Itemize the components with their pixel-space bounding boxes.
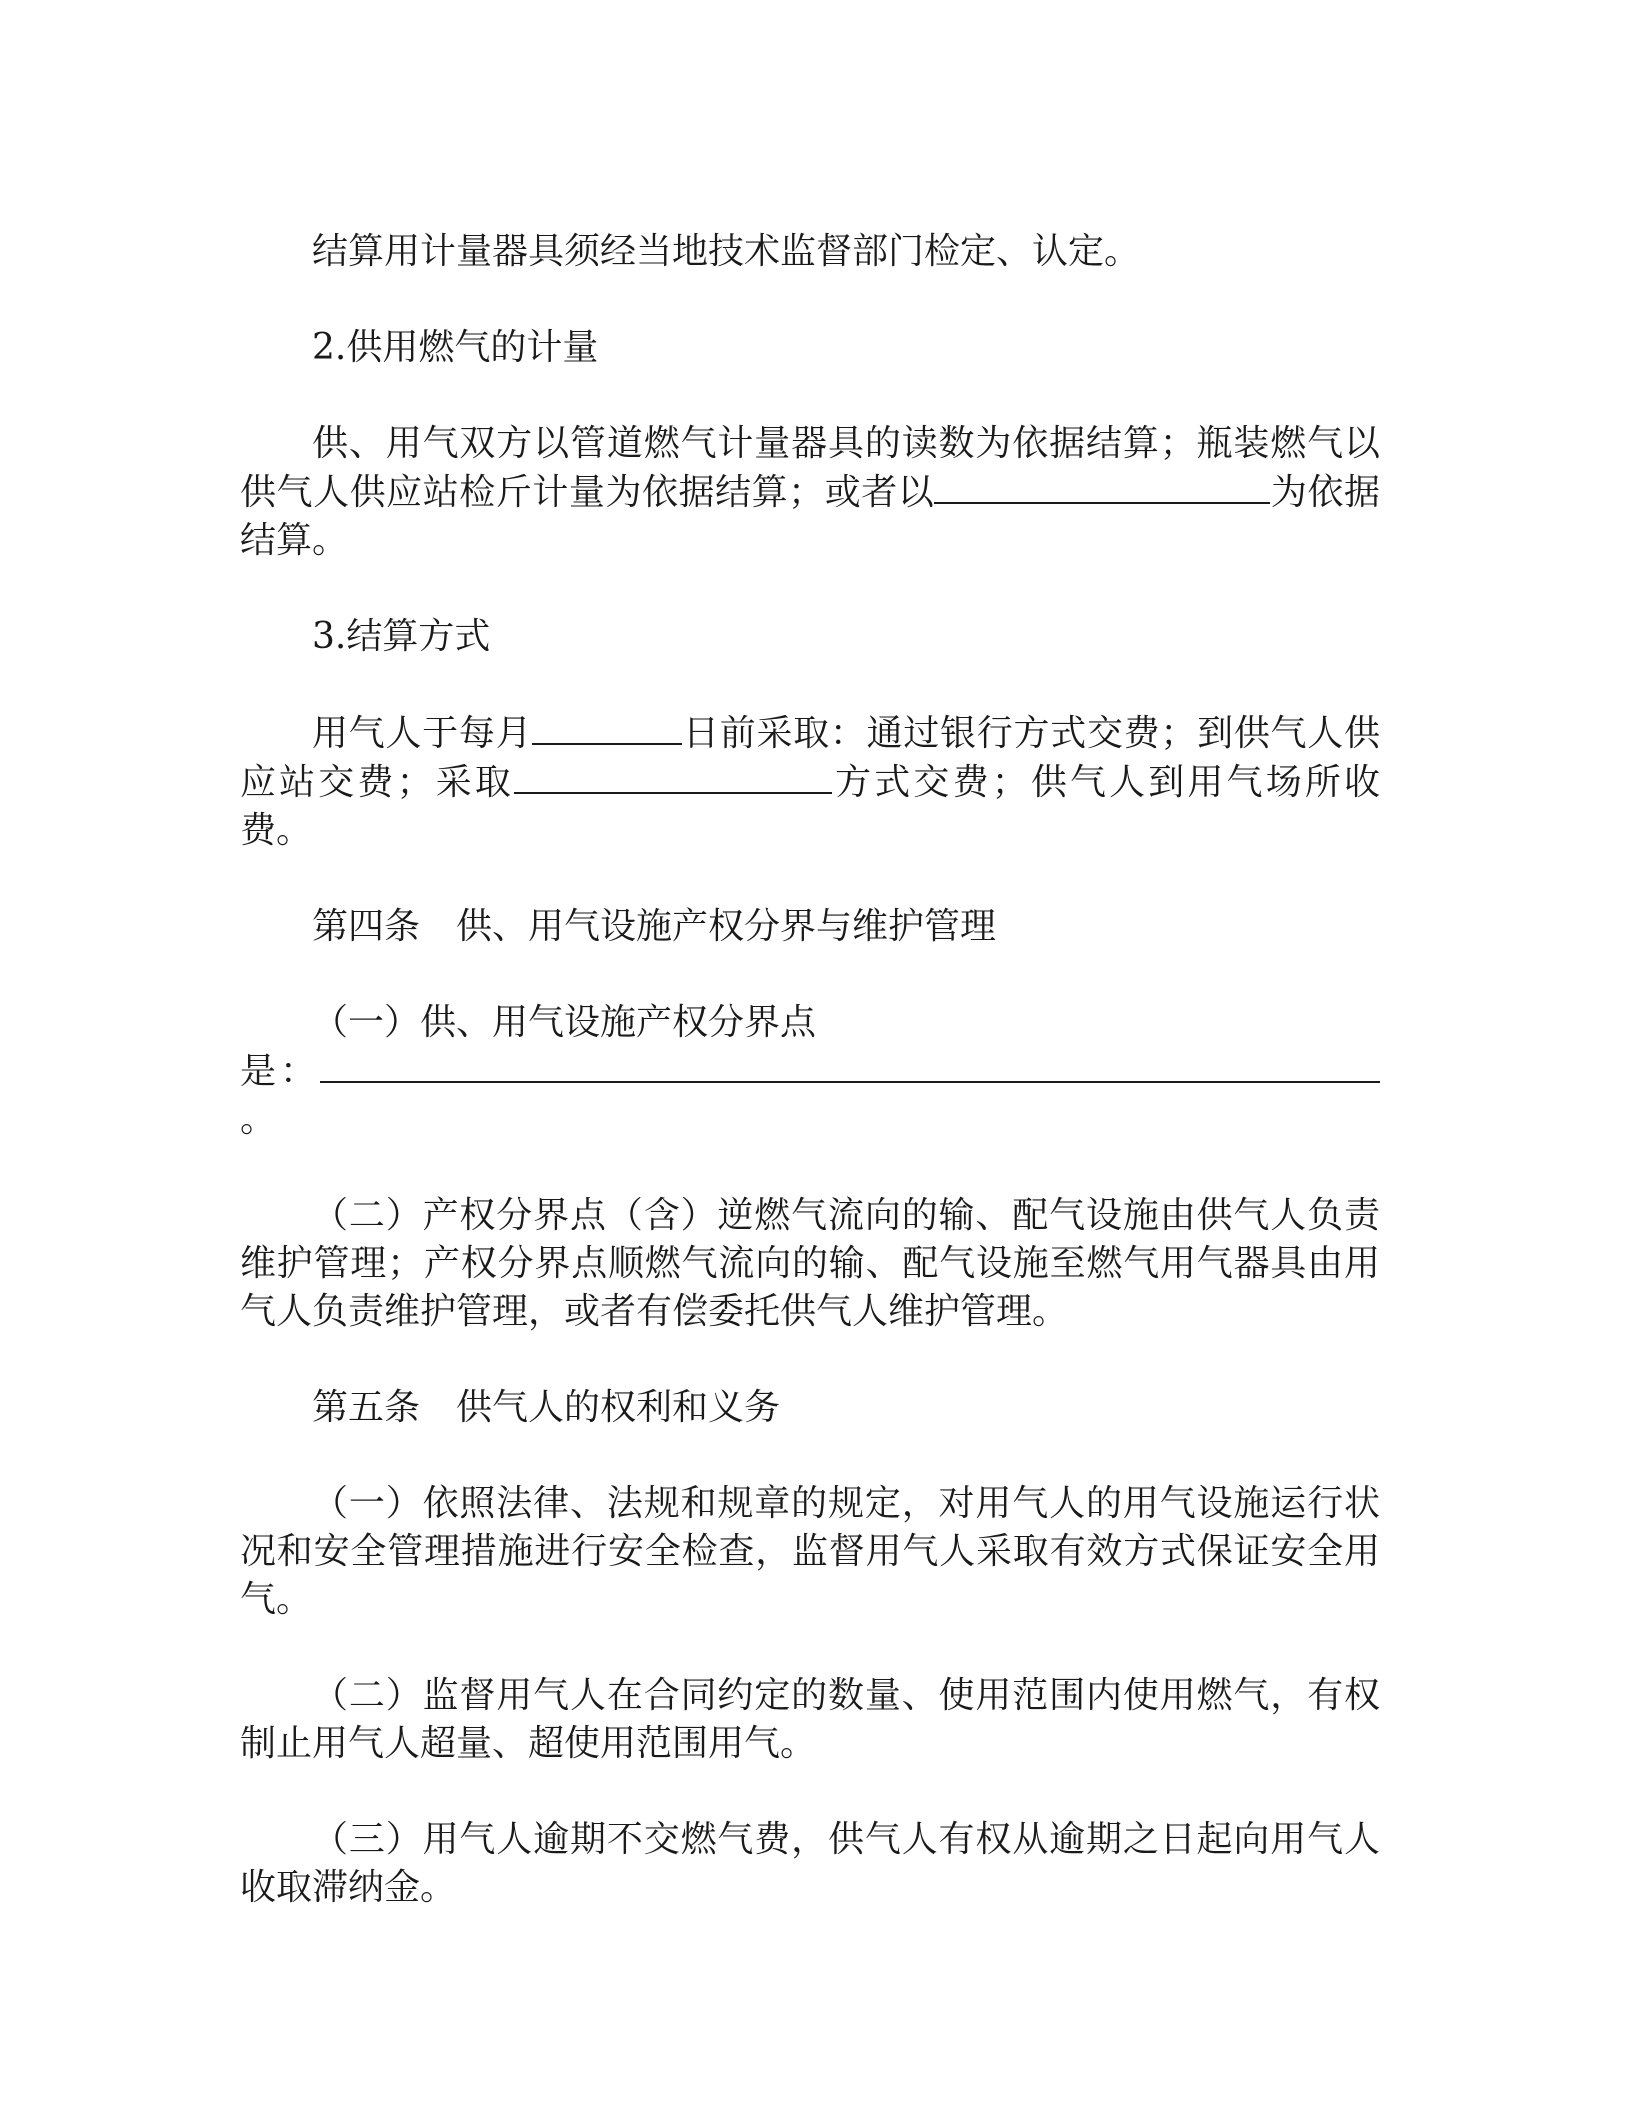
paragraph-usage-supervision: （二）监督用气人在合同约定的数量、使用范围内使用燃气，有权制止用气人超量、超使用范围用气。 bbox=[240, 1675, 1380, 1764]
blank-payment-day[interactable] bbox=[532, 709, 682, 745]
paragraph-metering-basis-end: 为依据结算。 bbox=[240, 472, 1380, 561]
heading-article-5: 第五条 供气人的权利和义务 bbox=[312, 1387, 781, 1428]
heading-article-4: 第四条 供、用气设施产权分界与维护管理 bbox=[312, 906, 997, 947]
document-page bbox=[240, 228, 1380, 1960]
paragraph-late-fee: （三）用气人逾期不交燃气费，供气人有权从逾期之日起向用气人收取滞纳金。 bbox=[240, 1819, 1380, 1908]
paragraph-metering-basis bbox=[240, 420, 1380, 565]
heading-gas-metering: 2.供用燃气的计量 bbox=[312, 327, 599, 368]
paragraph-boundary-point-end: 。 bbox=[240, 1099, 277, 1140]
paragraph-payment-method bbox=[240, 709, 1380, 855]
heading-settlement-method: 3.结算方式 bbox=[312, 616, 491, 657]
paragraph-boundary-point-prefix: 是： bbox=[240, 1051, 320, 1092]
paragraph-maintenance-responsibility: （二）产权分界点（含）逆燃气流向的输、配气设施由供气人负责维护管理；产权分界点顺燃气流向的输、配气设施至燃气用气器具由用气人负责维护管理，或者有偿委托供气人维护管理。 bbox=[240, 1195, 1380, 1332]
paragraph-boundary-point bbox=[240, 999, 1380, 1144]
paragraph-metering-certification: 结算用计量器具须经当地技术监督部门检定、认定。 bbox=[312, 231, 1141, 272]
paragraph-boundary-point-line1: （一）供、用气设施产权分界点 bbox=[312, 1002, 817, 1043]
blank-payment-method[interactable] bbox=[514, 758, 832, 794]
blank-settlement-basis[interactable] bbox=[934, 468, 1270, 504]
paragraph-metering-basis-text: 供、用气双方以管道燃气计量器具的读数为依据结算；瓶装燃气以供气人供应站检斤计量为依据结算；或者以 bbox=[240, 423, 1380, 513]
paragraph-payment-method-end: 方式交费；供气人到用气场所收费。 bbox=[240, 762, 1380, 851]
paragraph-payment-method-mid: 日前采取：通过银行方式交费；到供气人供应站交费；采取 bbox=[240, 713, 1380, 803]
paragraph-safety-inspection: （一）依照法律、法规和规章的规定，对用气人的用气设施运行状况和安全管理措施进行安全检查，监督用气人采取有效方式保证安全用气。 bbox=[240, 1483, 1380, 1620]
paragraph-boundary-point-line2 bbox=[240, 1047, 1380, 1144]
blank-boundary-point[interactable] bbox=[320, 1047, 1380, 1083]
paragraph-payment-method-text: 用气人于每月 bbox=[312, 713, 533, 754]
